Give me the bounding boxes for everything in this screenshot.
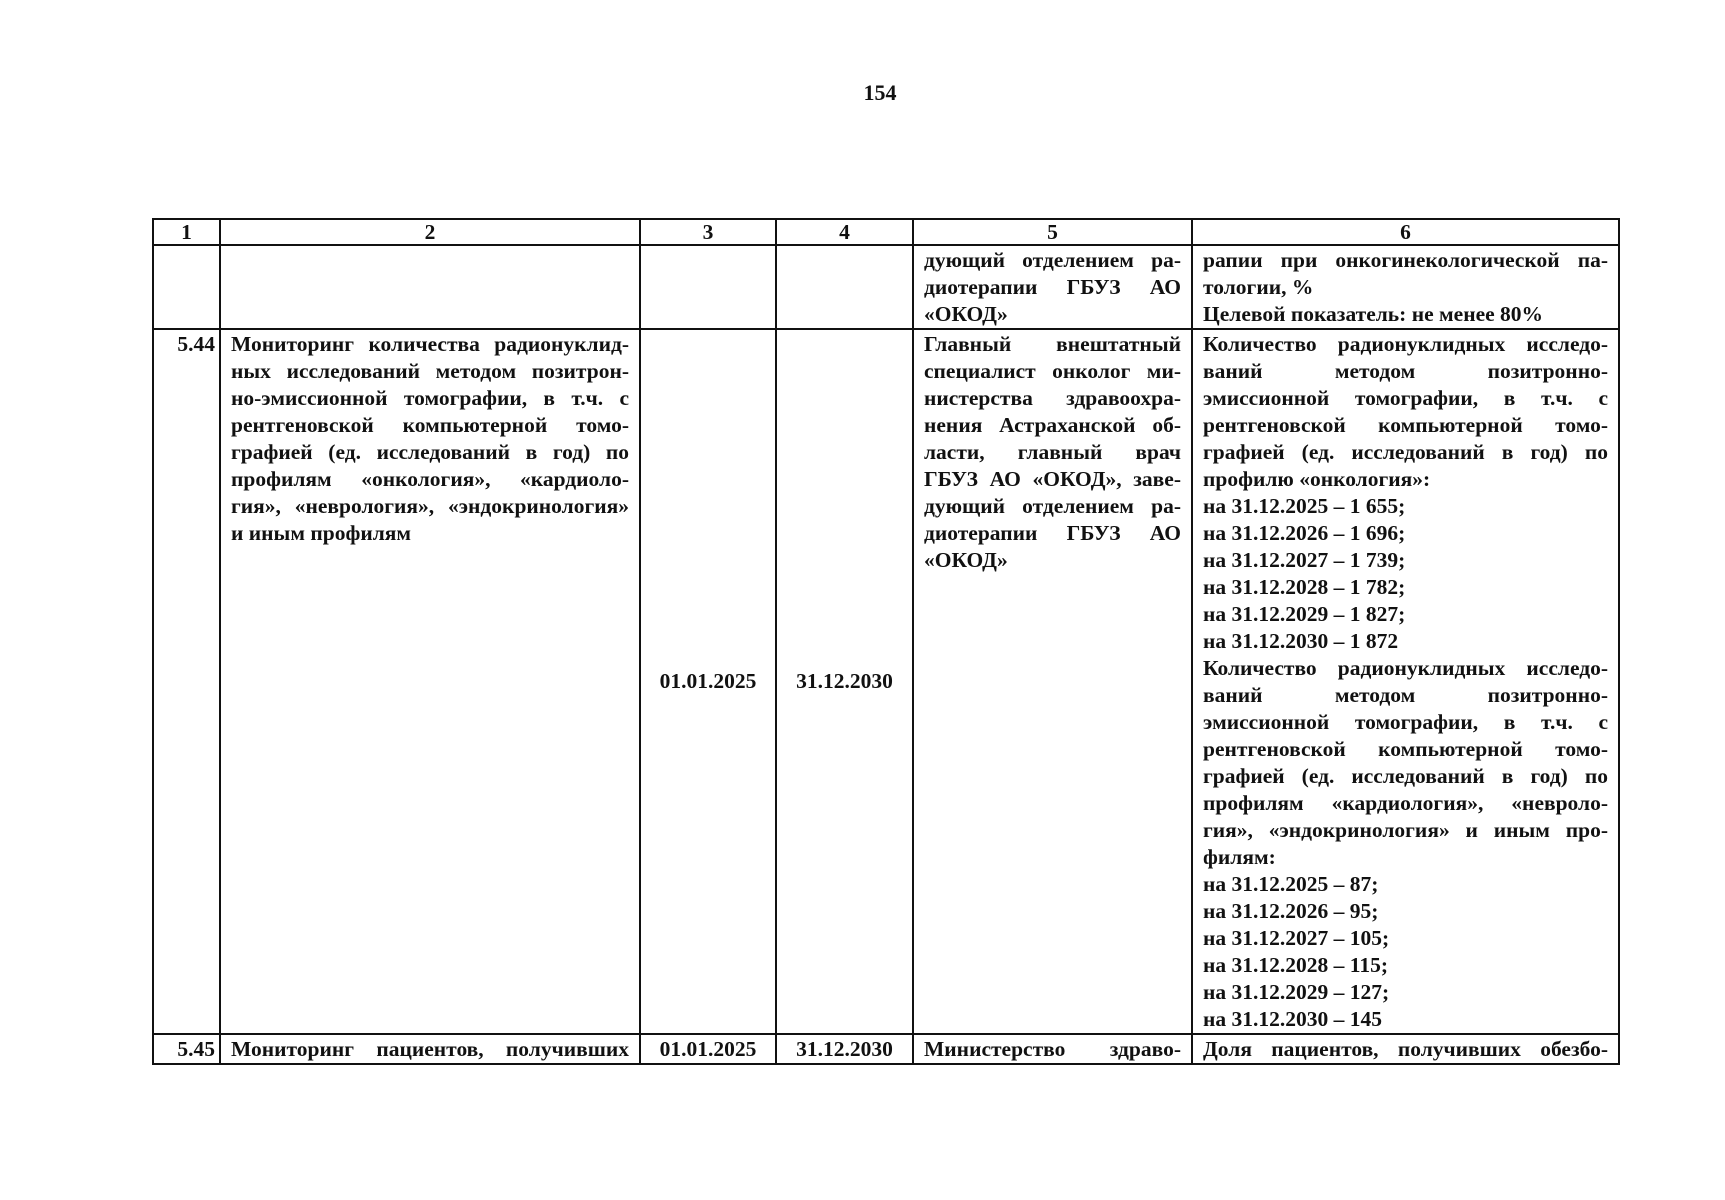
text-line: Мониторинг пациентов, получивших [231, 1037, 629, 1061]
continuation-name-cell [220, 245, 640, 329]
text-line: рентгеновской компьютерной томо- [231, 413, 629, 437]
text-line: ГБУЗ АО «ОКОД», заве- [924, 467, 1181, 491]
text-line: на 31.12.2029 – 127; [1203, 980, 1390, 1004]
event-name-cell [220, 329, 640, 1034]
text-line: профилям «онкология», «кардиоло- [231, 467, 629, 491]
text-line: «ОКОД» [924, 548, 1008, 572]
text-line: на 31.12.2026 – 95; [1203, 899, 1379, 923]
row-number: 5.45 [153, 1034, 220, 1064]
responsible-cell [913, 329, 1192, 1034]
text-line: рентгеновской компьютерной томо- [1203, 413, 1608, 437]
text-line: Доля пациентов, получивших обезбо- [1203, 1037, 1608, 1061]
text-line: Количество радионуклидных исследо- [1203, 656, 1608, 680]
column-header-3: 3 [640, 219, 776, 245]
continuation-indicator-cell [1192, 245, 1619, 329]
text-line: рапии при онкогинекологической па- [1203, 248, 1608, 272]
plan-table [152, 218, 1620, 1065]
text-line: филям: [1203, 845, 1276, 869]
text-line: Целевой показатель: не менее 80% [1203, 302, 1544, 326]
indicator-cell [1192, 1034, 1619, 1064]
text-line: диотерапии ГБУЗ АО [924, 275, 1181, 299]
text-line: специалист онколог ми- [924, 359, 1181, 383]
text-line: ваний методом позитронно- [1203, 683, 1608, 707]
table-header-row [153, 219, 1619, 245]
table-row-5-45 [153, 1034, 1619, 1064]
text-line: на 31.12.2027 – 1 739; [1203, 548, 1406, 572]
text-line: но-эмиссионной томографии, в т.ч. с [231, 386, 629, 410]
column-header-2: 2 [220, 219, 640, 245]
text-line: Количество радионуклидных исследо- [1203, 332, 1608, 356]
text-line: «ОКОД» [924, 302, 1008, 326]
row-number: 5.44 [153, 329, 220, 1034]
text-line: тологии, % [1203, 275, 1314, 299]
text-line: Мониторинг количества радионуклид- [231, 332, 629, 356]
text-line: на 31.12.2028 – 1 782; [1203, 575, 1406, 599]
text-line: эмиссионной томографии, в т.ч. с [1203, 710, 1608, 734]
text-line: ваний методом позитронно- [1203, 359, 1608, 383]
page-number: 154 [863, 80, 897, 105]
text-line: на 31.12.2026 – 1 696; [1203, 521, 1406, 545]
text-line: нистерства здравоохра- [924, 386, 1181, 410]
text-line: на 31.12.2027 – 105; [1203, 926, 1390, 950]
column-header-6: 6 [1192, 219, 1619, 245]
text-line: на 31.12.2029 – 1 827; [1203, 602, 1406, 626]
text-line: графией (ед. исследований в год) по [1203, 764, 1608, 788]
continuation-number-cell [153, 245, 220, 329]
text-line: на 31.12.2030 – 145 [1203, 1007, 1383, 1031]
table-row-continuation [153, 245, 1619, 329]
text-line: дующий отделением ра- [924, 248, 1181, 272]
text-line: Главный внештатный [924, 332, 1181, 356]
text-line: на 31.12.2030 – 1 872 [1203, 629, 1399, 653]
column-header-5: 5 [913, 219, 1192, 245]
end-date-cell: 31.12.2030 [776, 329, 913, 1034]
text-line: рентгеновской компьютерной томо- [1203, 737, 1608, 761]
indicator-cell [1192, 329, 1619, 1034]
continuation-responsible-cell [913, 245, 1192, 329]
continuation-start-cell [640, 245, 776, 329]
start-date-cell: 01.01.2025 [640, 1034, 776, 1064]
text-line: на 31.12.2025 – 87; [1203, 872, 1379, 896]
text-line: профилю «онкология»: [1203, 467, 1431, 491]
text-line: дующий отделением ра- [924, 494, 1181, 518]
text-line: на 31.12.2028 – 115; [1203, 953, 1388, 977]
text-line: нения Астраханской об- [924, 413, 1181, 437]
text-line: ласти, главный врач [924, 440, 1181, 464]
text-line: на 31.12.2025 – 1 655; [1203, 494, 1406, 518]
text-line: графией (ед. исследований в год) по [231, 440, 629, 464]
column-header-4: 4 [776, 219, 913, 245]
column-header-1: 1 [153, 219, 220, 245]
text-line: профилям «кардиология», «невроло- [1203, 791, 1608, 815]
text-line: графией (ед. исследований в год) по [1203, 440, 1608, 464]
text-line: диотерапии ГБУЗ АО [924, 521, 1181, 545]
responsible-cell [913, 1034, 1192, 1064]
text-line: гия», «неврология», «эндокринология» [231, 494, 629, 518]
continuation-end-cell [776, 245, 913, 329]
event-name-cell [220, 1034, 640, 1064]
text-line: ных исследований методом позитрон- [231, 359, 629, 383]
start-date-cell: 01.01.2025 [640, 329, 776, 1034]
end-date-cell: 31.12.2030 [776, 1034, 913, 1064]
text-line: и иным профилям [231, 521, 412, 545]
text-line: Министерство здраво- [924, 1037, 1181, 1061]
text-line: эмиссионной томографии, в т.ч. с [1203, 386, 1608, 410]
text-line: гия», «эндокринология» и иным про- [1203, 818, 1608, 842]
table-row-5-44 [153, 329, 1619, 1034]
